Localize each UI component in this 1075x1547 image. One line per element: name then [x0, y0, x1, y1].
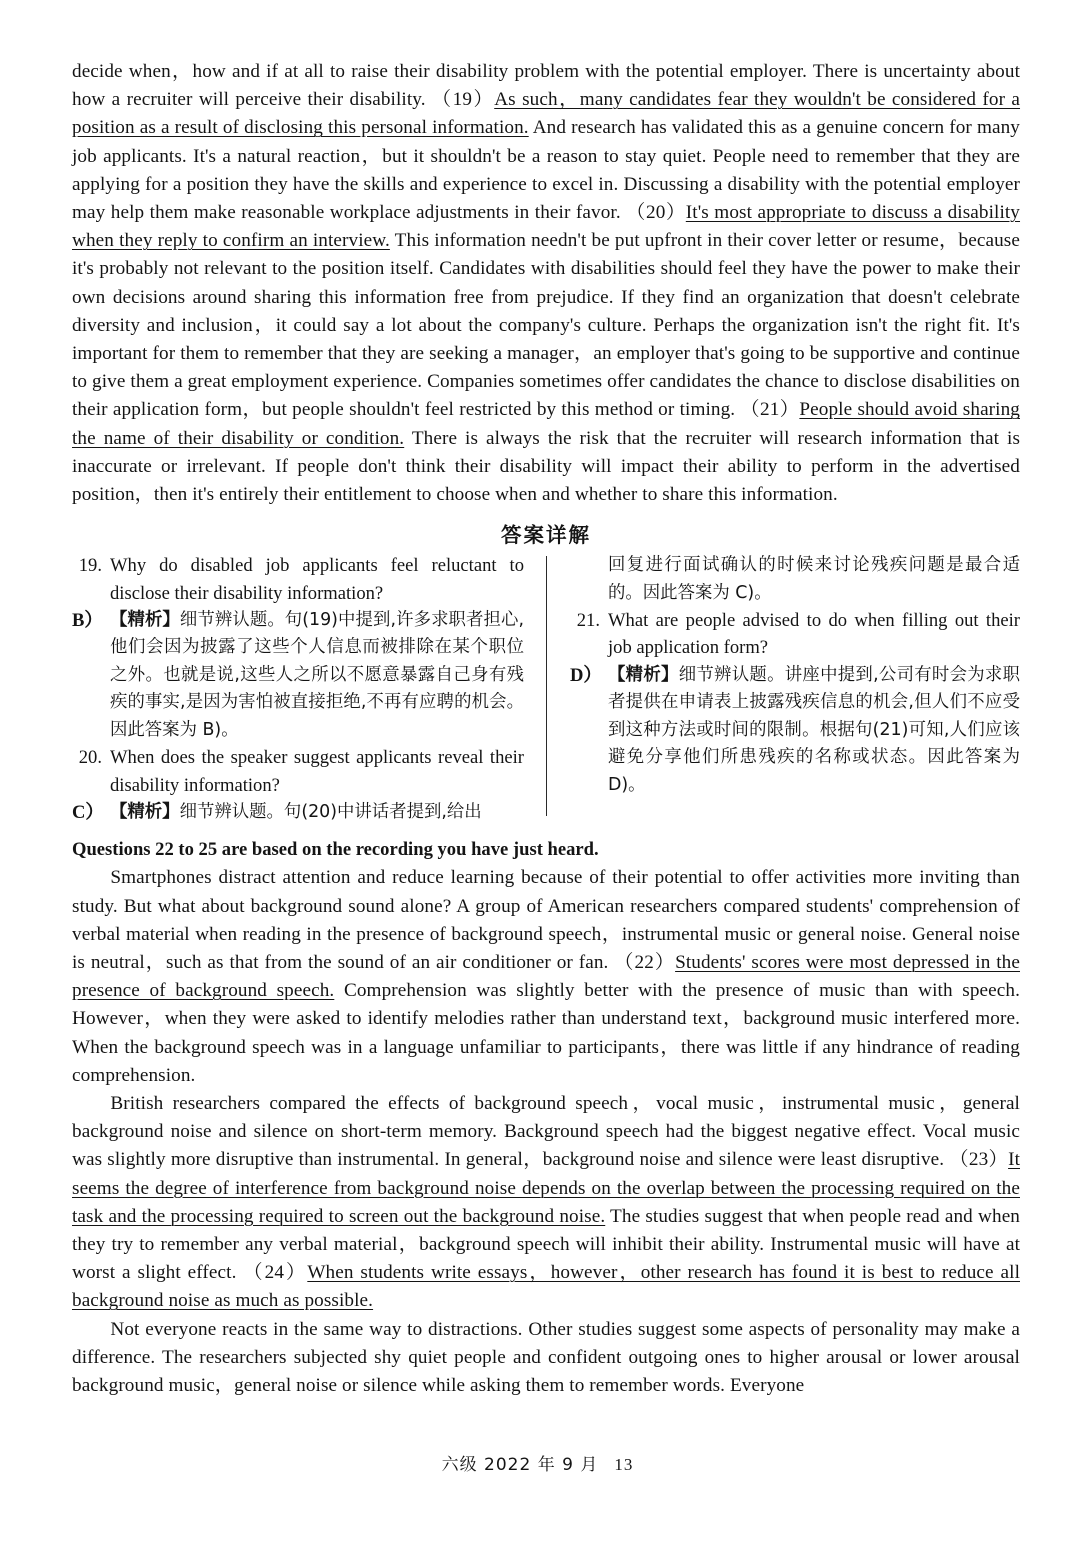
analysis-body: 细节辨认题。讲座中提到,公司有时会为求职者提供在申请表上披露残疾信息的机会,但人们不应受到这种方法或时间的限制。根据句(21)可知,人们应该避免分享他们所患残疾的名称或状态。因此答案为 D)。: [608, 664, 1020, 795]
answer-explanation-text: [110, 607, 524, 744]
passage-bottom-p1-underlined-1: Students' scores were most depressed in the presence of background speech.: [72, 951, 1020, 1002]
answer-explanation-heading: 答案详解: [501, 523, 591, 548]
explanation-answer-left-1: [72, 607, 524, 744]
passage-bottom-p2-text-2: The studies suggest that when people read and when they try to remember any verbal material，background speech will inhibit their ability. Instrumental music will have at worst a slight effect. （24）: [72, 1205, 1020, 1284]
question-number: 20.: [78, 747, 102, 769]
page-content: [72, 58, 1020, 1400]
passage-top-underlined-3: It's most appropriate to discuss a disability when they reply to confirm an interview.: [72, 202, 1021, 252]
passage-bottom-paragraph-1: [72, 864, 1020, 1090]
footer-label: 六级 2022 年 9 月: [441, 1455, 599, 1475]
questions-lead-in: Questions 22 to 25 are based on the recording you have just heard.: [72, 839, 599, 861]
answer-column-right: [546, 552, 1020, 826]
analysis-tag: 【精析】: [110, 801, 180, 822]
analysis-body: 细节辨认题。句(20)中讲话者提到,给出: [179, 801, 482, 822]
passage-top-text-6: There is always the risk that the recruiter will research information that is inaccurate or irrelevant. If people don't think their disability will impact their ability to perform in the advertised position，then it's entirely their entitlement to choose when and whether to share this information.: [72, 427, 1021, 506]
passage-bottom-p2-text-0: British researchers compared the effects of background speech，vocal music，instrumental music，general background noise and silence on short-term memory. Background speech had the biggest negative effect. Vocal music was slightly more disruptive than instrumental. In general，background noise and silence were least disruptive. （23）: [72, 1092, 1020, 1171]
analysis-tag: 【精析】: [608, 664, 679, 685]
answer-explanation-block: [72, 552, 1020, 826]
page-footer: [0, 1450, 1075, 1475]
passage-top-text-4: This information needn't be put upfront in their cover letter or resume，because it's probably not relevant to the position itself. Candidates with disabilities should feel they have the power to make their own decisions around sharing this information free from prejudice. If they find an organization that doesn't celebrate diversity and inclusion，it could say a lot about the company's culture. Perhaps the organization isn't the right fit. It's important for them to remember that they are seeking a manager，an employer that's going to be supportive and continue to give them a great employment experience. Companies sometimes offer candidates the chance to disclose disabilities on their application form，but people shouldn't feel restricted by this method or timing. （21）: [72, 230, 1020, 421]
explanation-question-right-1: [570, 607, 1020, 662]
question-text: When does the speaker suggest applicants reveal their disability information?: [110, 747, 524, 796]
passage-top-text-0: decide when，how and if at all to raise their disability problem with the potential employer. There is uncertainty about how a recruiter will perceive their disability. （19）: [72, 61, 1020, 111]
explanation-question-left-0: [72, 552, 524, 607]
answer-explanation-text: [608, 662, 1020, 799]
passage-bottom-p1-text-2: Comprehension was slightly better with the presence of music than with speech. However，when they were asked to identify melodies rather than understand text，background music interfered more. When the background speech was in a language unfamiliar to participants，there was little if any hindrance of reading comprehension.: [72, 980, 1020, 1086]
passage-bottom-p1-text-0: Smartphones distract attention and reduce learning because of their potential to offer activities more inviting than study. But what about background sound alone? A group of American researchers compared students' comprehension of verbal material when reading in the presence of background speech，instrumental music or general noise. General noise is neutral，such as that from the sound of an air conditioner or fan. （22）: [72, 867, 1020, 973]
question-number: 19.: [78, 555, 102, 577]
passage-bottom-p3-text-0: Not everyone reacts in the same way to distractions. Other studies suggest some aspects of personality may make a difference. The researchers subjected shy quiet people and confident outgoing ones to higher arousal or lower arousal background music，general noise or silence while asking them to remember words. Everyone: [72, 1318, 1020, 1396]
answer-option-label: C）: [72, 801, 105, 823]
footer-page-number: 13: [614, 1455, 634, 1474]
answer-option-label: D）: [570, 664, 603, 686]
passage-bottom-paragraph-3: [72, 1316, 1020, 1401]
question-number: 21.: [576, 610, 600, 632]
question-text: What are people advised to do when filling out their job application form?: [608, 610, 1020, 659]
explanation-question-left-2: [72, 744, 524, 799]
explanation-continuation-right-0: 回复进行面试确认的时候来讨论残疾问题是最合适的。因此答案为 C)。: [608, 555, 1020, 603]
answer-option-label: B）: [72, 610, 103, 632]
passage-bottom-paragraph-2: [72, 1090, 1020, 1316]
explanation-answer-left-3: [72, 799, 524, 826]
question-text: Why do disabled job applicants feel reluctant to disclose their disability information?: [110, 555, 524, 604]
passage-bottom-p2-underlined-1: It seems the degree of interference from background noise depends on the overlap between the processing required on the task and the processing required to screen out the background noise.: [72, 1149, 1020, 1227]
explanation-answer-right-2: [570, 662, 1020, 799]
answer-explanation-text: [110, 799, 524, 826]
analysis-body: 细节辨认题。句(19)中提到,许多求职者担心,他们会因为披露了这些个人信息而被排除在某个职位之外。也就是说,这些人之所以不愿意暴露自己身有残疾的事实,是因为害怕被直接拒绝,不再有应聘的机会。因此答案为 B)。: [110, 610, 524, 740]
answer-column-left: [72, 552, 546, 826]
column-divider: [546, 556, 547, 816]
analysis-tag: 【精析】: [110, 610, 180, 631]
passage-top-text-2: And research has validated this as a genuine concern for many job applicants. It's a natural reaction，but it shouldn't be a reason to stay quiet. People need to remember that they are applying for a position they have the skills and experience to excel in. Discussing a disability with the potential employer may help them make reasonable workplace adjustments in their favor. （20）: [72, 117, 1020, 224]
passage-top-underlined-1: As such，many candidates fear they wouldn't be considered for a position as a result of disclosing this personal information.: [72, 89, 1021, 139]
passage-bottom-p2-underlined-3: When students write essays，however，other research has found it is best to reduce all background noise as much as possible.: [72, 1262, 1020, 1312]
passage-top-paragraph: [72, 58, 1020, 509]
passage-top-underlined-5: People should avoid sharing the name of their disability or condition.: [72, 399, 1020, 449]
